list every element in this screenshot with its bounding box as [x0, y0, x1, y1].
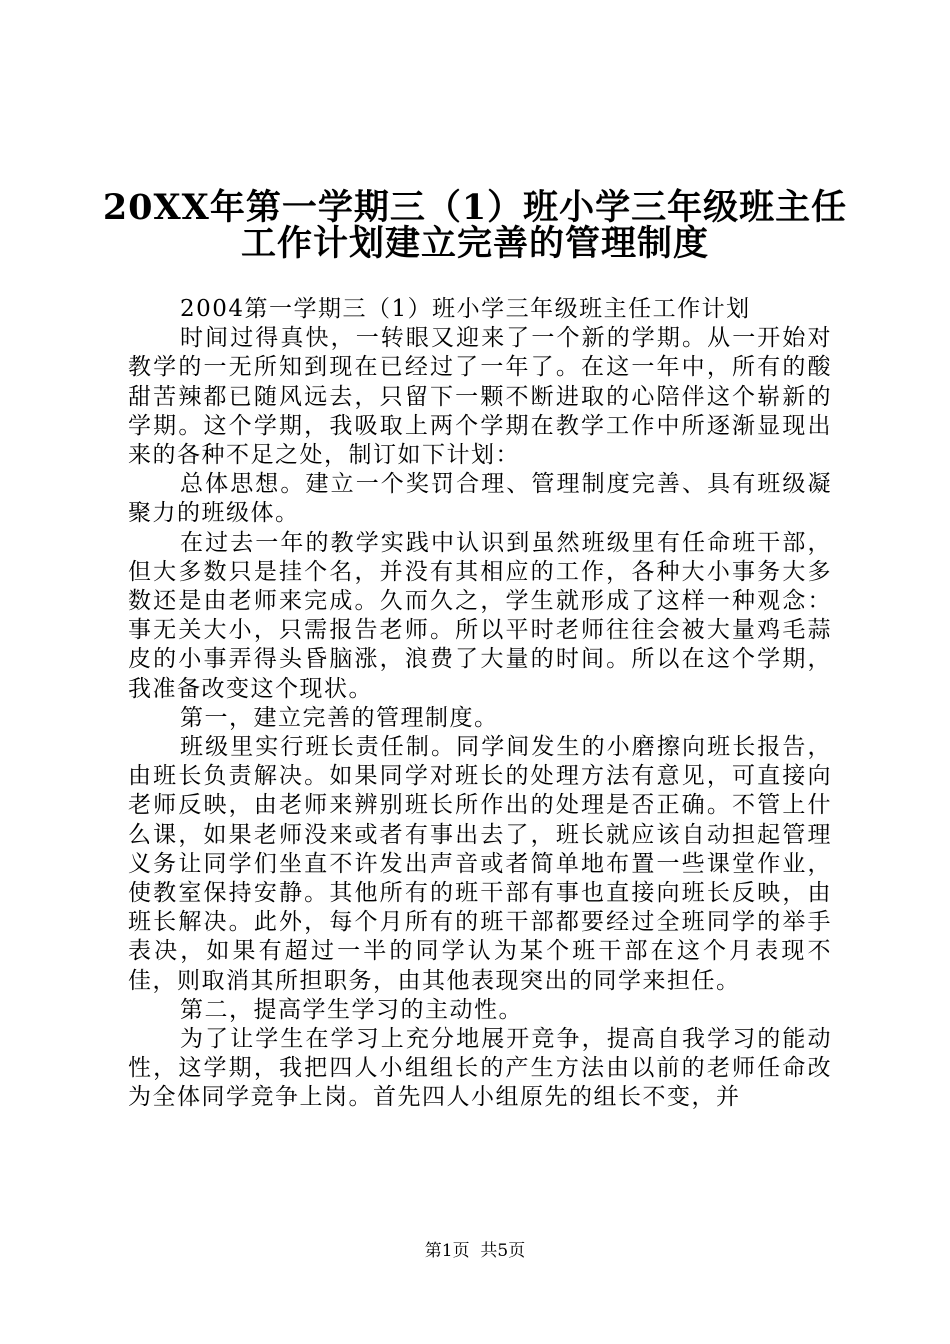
- body-paragraph: 总体思想。建立一个奖罚合理、管理制度完善、具有班级凝聚力的班级体。: [128, 471, 832, 527]
- body-paragraph: 第一，建立完善的管理制度。: [180, 704, 499, 731]
- body-paragraph: 2004第一学期三（1）班小学三年级班主任工作计划: [180, 296, 751, 322]
- document-title-line-1: 20XX年第一学期三（1）班小学三年级班主任: [102, 187, 848, 228]
- page-footer: [0, 1240, 950, 1262]
- body-paragraph: 为了让学生在学习上充分地展开竞争，提高自我学习的能动性，这学期，我把四人小组组长的产生方法由以前的老师任命改为全体同学竞争上岗。首先四人小组原先的组长不变，并: [128, 1026, 832, 1111]
- body-paragraph: 在过去一年的教学实践中认识到虽然班级里有任命班干部，但大多数只是挂个名，并没有其相应的工作，各种大小事务大多数还是由老师来完成。久而久之，学生就形成了这样一种观念：事无关大小，只需报告老师。所以平时老师往往会被大量鸡毛蒜皮的小事弄得头昏脑涨，浪费了大量的时间。所以在这个学期，我准备改变这个现状。: [128, 529, 832, 702]
- document-title-line-2: 工作计划建立完善的管理制度: [240, 223, 709, 264]
- document-body: [128, 295, 832, 1113]
- body-paragraph: 时间过得真快，一转眼又迎来了一个新的学期。从一开始对教学的一无所知到现在已经过了一年了。在这一年中，所有的酸甜苦辣都已随风远去，只留下一颗不断进取的心陪伴这个崭新的学期。这个学期，我吸取上两个学期在教学工作中所逐渐显现出来的各种不足之处，制订如下计划：: [128, 325, 832, 469]
- body-paragraph: 第二，提高学生学习的主动性。: [180, 996, 523, 1023]
- body-paragraph: 班级里实行班长责任制。同学间发生的小磨擦向班长报告，由班长负责解决。如果同学对班长的处理方法有意见，可直接向老师反映，由老师来辨别班长所作出的处理是否正确。不管上什么课，如果老师没来或者有事出去了，班长就应该自动担起管理义务让同学们坐直不许发出声音或者简单地布置一些课堂作业，使教室保持安静。其他所有的班干部有事也直接向班长反映，由班长解决。此外，每个月所有的班干部都要经过全班同学的举手表决，如果有超过一半的同学认为某个班干部在这个月表现不佳，则取消其所担职务，由其他表现突出的同学来担任。: [128, 734, 832, 994]
- page-number-label: 第1页 共5页: [424, 1241, 526, 1261]
